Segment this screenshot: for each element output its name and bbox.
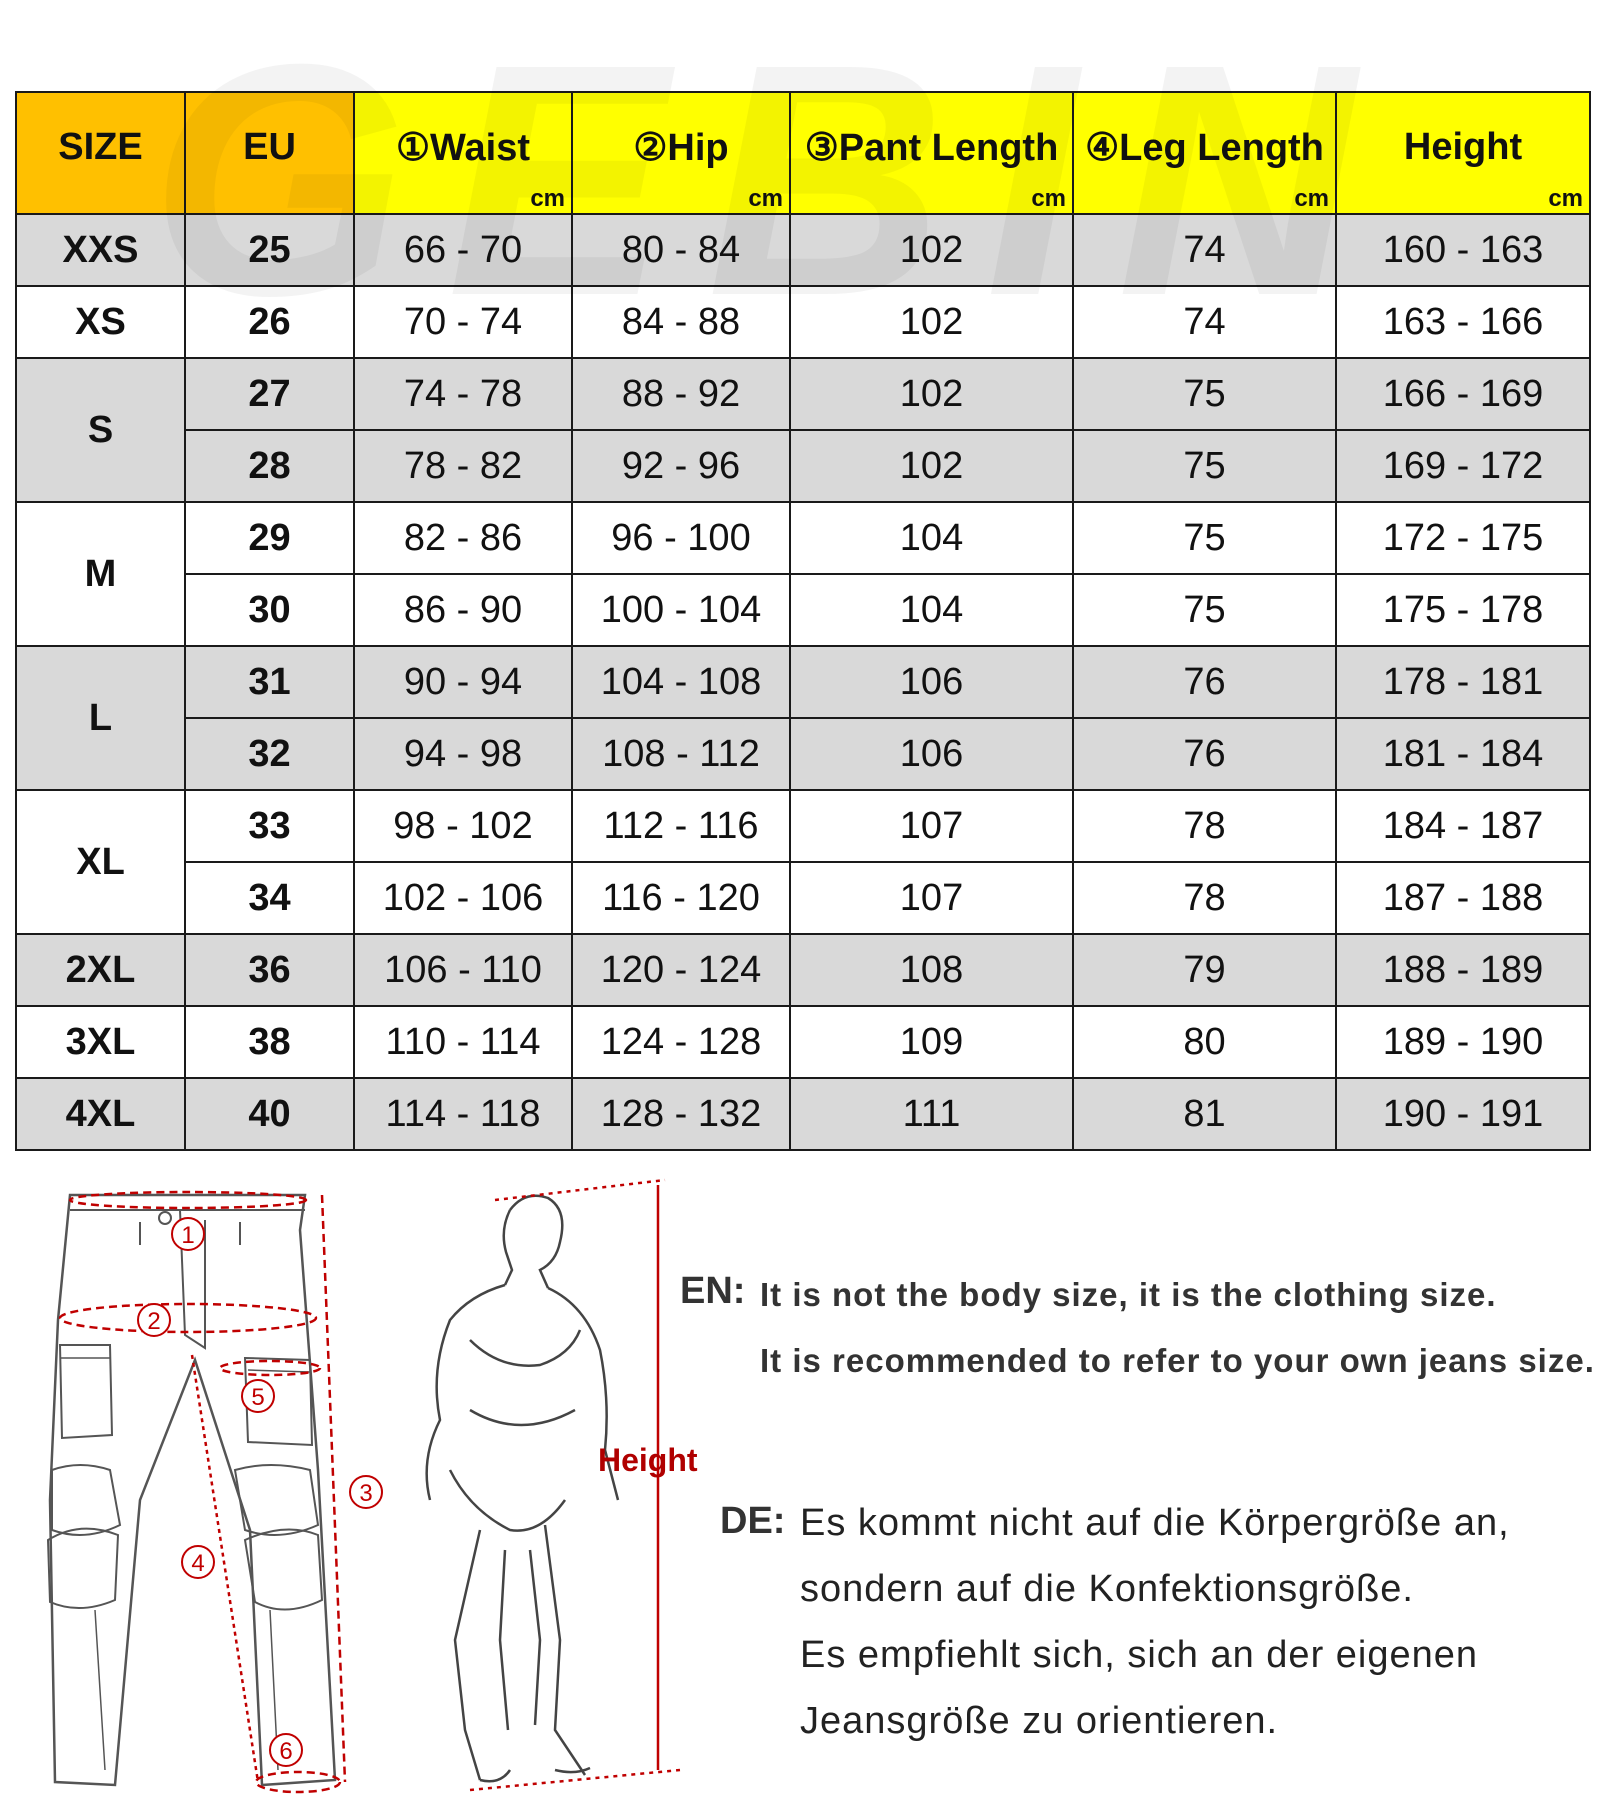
cell-pant-length: 104 [790,502,1073,574]
cell-hip: 116 - 120 [572,862,790,934]
cell-height: 163 - 166 [1336,286,1590,358]
table-row [16,646,1590,718]
cell-hip: 80 - 84 [572,214,790,286]
cell-pant-length: 107 [790,862,1073,934]
cell-waist: 114 - 118 [354,1078,572,1150]
cell-waist: 74 - 78 [354,358,572,430]
size-chart-table [15,91,1591,1151]
cell-waist: 90 - 94 [354,646,572,718]
cell-leg-length: 78 [1073,790,1336,862]
svg-text:2: 2 [147,1308,161,1335]
cell-pant-length: 102 [790,214,1073,286]
table-row [16,790,1590,862]
cell-height: 166 - 169 [1336,358,1590,430]
cell-eu: 25 [185,214,354,286]
human-figure-illustration [427,1196,618,1782]
cell-size: M [16,502,185,646]
cell-waist: 106 - 110 [354,934,572,1006]
german-tag: DE: [720,1500,786,1542]
cell-waist: 66 - 70 [354,214,572,286]
cell-height: 175 - 178 [1336,574,1590,646]
cell-eu: 33 [185,790,354,862]
cell-hip: 100 - 104 [572,574,790,646]
cell-eu: 34 [185,862,354,934]
unit-label: cm [1294,185,1329,212]
cell-waist: 98 - 102 [354,790,572,862]
marker-6-icon [270,1734,302,1766]
cell-pant-length: 111 [790,1078,1073,1150]
cell-eu: 40 [185,1078,354,1150]
cell-waist: 82 - 86 [354,502,572,574]
table-row [16,934,1590,1006]
cell-leg-length: 75 [1073,502,1336,574]
cell-hip: 124 - 128 [572,1006,790,1078]
cell-pant-length: 106 [790,718,1073,790]
cell-waist: 102 - 106 [354,862,572,934]
cell-hip: 88 - 92 [572,358,790,430]
cell-height: 172 - 175 [1336,502,1590,574]
cell-eu: 26 [185,286,354,358]
cell-pant-length: 106 [790,646,1073,718]
svg-text:6: 6 [279,1738,293,1765]
unit-label: cm [748,185,783,212]
english-note-line: It is not the body size, it is the clothing size. [760,1276,1497,1313]
table-row [16,286,1590,358]
height-measure-lines [470,1180,680,1790]
cell-height: 178 - 181 [1336,646,1590,718]
cell-height: 160 - 163 [1336,214,1590,286]
svg-text:1: 1 [181,1222,195,1249]
cell-leg-length: 75 [1073,430,1336,502]
english-tag: EN: [680,1270,746,1312]
header-row [16,92,1590,214]
cell-waist: 86 - 90 [354,574,572,646]
header-eu: EU [185,92,354,214]
cell-leg-length: 80 [1073,1006,1336,1078]
cell-size: 3XL [16,1006,185,1078]
cell-hip: 92 - 96 [572,430,790,502]
marker-4-icon [182,1546,214,1578]
cell-eu: 32 [185,718,354,790]
header-hip: ②Hip cm [572,92,790,214]
cell-height: 189 - 190 [1336,1006,1590,1078]
cell-eu: 28 [185,430,354,502]
cell-height: 188 - 189 [1336,934,1590,1006]
svg-text:3: 3 [359,1480,373,1507]
cell-pant-length: 108 [790,934,1073,1006]
cell-hip: 128 - 132 [572,1078,790,1150]
header-size: SIZE [16,92,185,214]
cell-waist: 110 - 114 [354,1006,572,1078]
cell-eu: 36 [185,934,354,1006]
german-note-line: Es empfiehlt sich, sich an der eigenen [800,1634,1479,1676]
cell-leg-length: 79 [1073,934,1336,1006]
cell-size: 4XL [16,1078,185,1150]
pants-measure-lines [60,1192,345,1792]
cell-hip: 96 - 100 [572,502,790,574]
cell-eu: 29 [185,502,354,574]
svg-text:4: 4 [191,1550,205,1577]
cell-pant-length: 102 [790,286,1073,358]
cell-size: L [16,646,185,790]
cell-pant-length: 104 [790,574,1073,646]
cell-height: 169 - 172 [1336,430,1590,502]
cell-eu: 38 [185,1006,354,1078]
header-height: Height cm [1336,92,1590,214]
unit-label: cm [1031,185,1066,212]
german-note-line: Jeansgröße zu orientieren. [800,1700,1279,1742]
cell-leg-length: 75 [1073,358,1336,430]
cell-waist: 78 - 82 [354,430,572,502]
table-row [16,502,1590,574]
cell-eu: 27 [185,358,354,430]
table-row [16,1006,1590,1078]
cell-size: S [16,358,185,502]
cell-size: XXS [16,214,185,286]
table-row [16,718,1590,790]
unit-label: cm [530,185,565,212]
cell-hip: 104 - 108 [572,646,790,718]
cell-size: 2XL [16,934,185,1006]
marker-3-icon [350,1476,382,1508]
cell-leg-length: 75 [1073,574,1336,646]
cell-leg-length: 76 [1073,646,1336,718]
marker-2-icon [138,1304,170,1336]
german-note-line: sondern auf die Konfektionsgröße. [800,1568,1414,1610]
measurement-diagram [0,1170,720,1801]
table-row [16,430,1590,502]
cell-eu: 31 [185,646,354,718]
cell-leg-length: 78 [1073,862,1336,934]
marker-5-icon [242,1380,274,1412]
header-waist: ①Waist cm [354,92,572,214]
cell-leg-length: 74 [1073,214,1336,286]
cell-leg-length: 74 [1073,286,1336,358]
cell-waist: 70 - 74 [354,286,572,358]
german-note-line: Es kommt nicht auf die Körpergröße an, [800,1502,1510,1544]
cell-leg-length: 76 [1073,718,1336,790]
header-pant-length: ③Pant Length cm [790,92,1073,214]
cell-leg-length: 81 [1073,1078,1336,1150]
measure-markers [138,1218,382,1766]
cell-height: 184 - 187 [1336,790,1590,862]
table-row [16,862,1590,934]
cell-pant-length: 109 [790,1006,1073,1078]
cell-pant-length: 102 [790,358,1073,430]
table-row [16,358,1590,430]
unit-label: cm [1548,185,1583,212]
marker-1-icon [172,1218,204,1250]
cell-height: 181 - 184 [1336,718,1590,790]
table-row [16,214,1590,286]
table-row [16,574,1590,646]
cell-eu: 30 [185,574,354,646]
cell-pant-length: 107 [790,790,1073,862]
cell-height: 187 - 188 [1336,862,1590,934]
cell-hip: 84 - 88 [572,286,790,358]
header-leg-length: ④Leg Length cm [1073,92,1336,214]
cell-pant-length: 102 [790,430,1073,502]
cell-height: 190 - 191 [1336,1078,1590,1150]
table-row [16,1078,1590,1150]
height-label: Height [598,1442,698,1478]
cell-size: XL [16,790,185,934]
cell-size: XS [16,286,185,358]
cell-hip: 108 - 112 [572,718,790,790]
cell-hip: 112 - 116 [572,790,790,862]
cell-waist: 94 - 98 [354,718,572,790]
english-note-line: It is recommended to refer to your own jeans size. [760,1342,1595,1379]
svg-text:5: 5 [251,1384,265,1411]
cell-hip: 120 - 124 [572,934,790,1006]
pants-illustration [48,1195,335,1785]
